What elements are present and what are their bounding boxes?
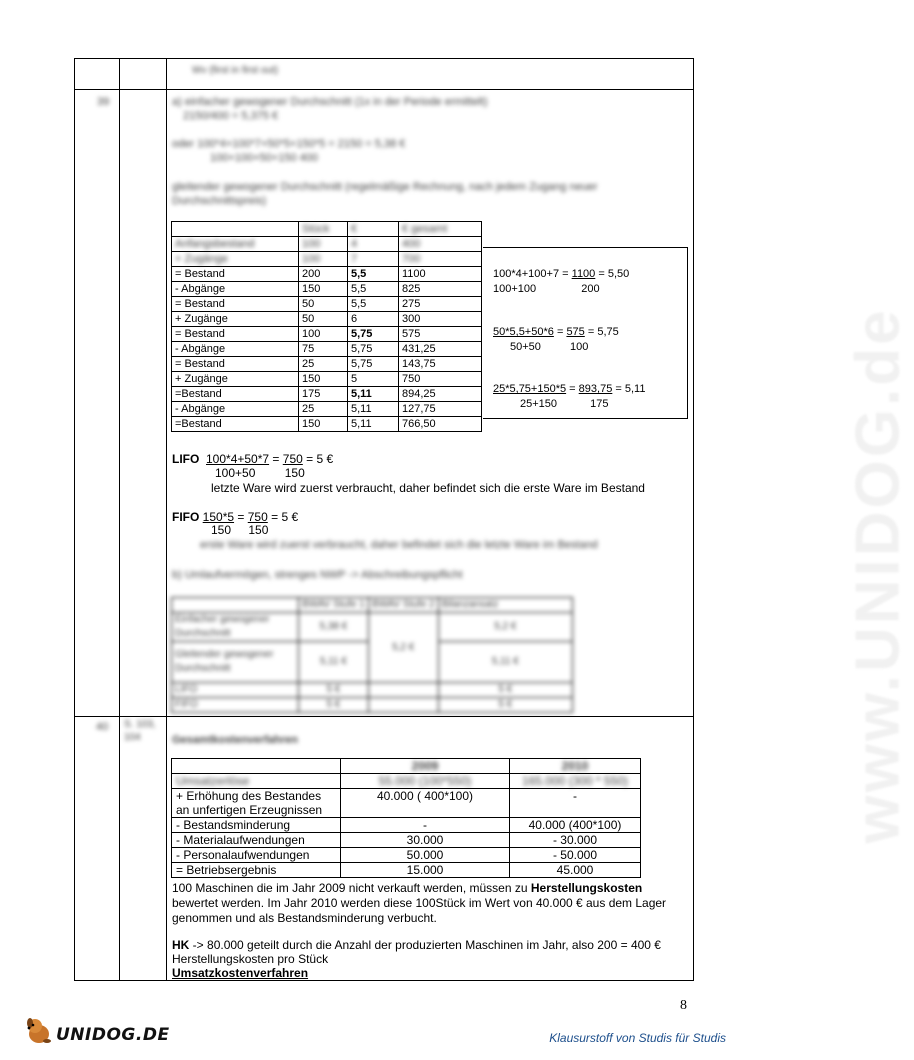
table-row: [172, 774, 641, 789]
calc-denominator-line-2: [510, 340, 588, 354]
table-cell: 5 €: [299, 683, 369, 698]
header-note: Wv (first in first out): [192, 65, 279, 76]
calc-total: 575: [566, 326, 585, 338]
fifo-denominator-value: 150: [248, 523, 269, 537]
table-row: [172, 848, 641, 863]
section-a-formula-denominator: 100+100+50+150 400: [210, 152, 318, 164]
table-cell: - Abgänge: [172, 342, 299, 357]
table-cell: 825: [399, 282, 482, 297]
calc-denominator-line-1: [493, 282, 600, 296]
lifo-result: = 5 €: [306, 452, 334, 466]
table-row: [172, 613, 573, 642]
table-cell: 431,25: [399, 342, 482, 357]
table-cell: Anfangsbestand: [172, 237, 299, 252]
paragraph-bold: Herstellungskosten: [530, 881, 643, 895]
table-row: [172, 402, 482, 417]
fifo-numerator: 150*5: [202, 510, 235, 524]
table-cell: = Bestand: [172, 327, 299, 342]
section-a-formula: oder 100*4+100*7+50*5+150*5 = 2150 = 5,38 €: [172, 138, 406, 150]
table-cell: 2010: [510, 759, 641, 774]
calc-line-3: [493, 382, 645, 396]
table-cell: 300: [399, 312, 482, 327]
table-cell: €: [348, 222, 399, 237]
table-row: [172, 237, 482, 252]
table-row: [172, 863, 641, 878]
watermark: www.UNIDOG.de: [843, 307, 913, 844]
section-a-average: 2150/400 = 5,375 €: [183, 110, 279, 122]
table-cell: 6: [348, 312, 399, 327]
table-cell: 5 €: [438, 683, 572, 698]
fifo-label: FIFO: [172, 510, 200, 524]
page-number: 8: [680, 998, 687, 1013]
calc-result: = 5,11: [615, 383, 646, 395]
lifo-denominator-value: 150: [284, 466, 305, 480]
calc-denominator-value: 100: [569, 341, 589, 353]
fifo-equals: =: [237, 510, 245, 524]
table-cell: 100: [299, 327, 348, 342]
table-cell: 25: [299, 357, 348, 372]
calc-numerator: 50*5,5+50*6: [493, 326, 554, 338]
lifo-explanation: letzte Ware wird zuerst verbraucht, daher befindet sich die erste Ware im Bestand: [211, 481, 645, 495]
table-cell: 45.000: [510, 863, 641, 878]
fifo-explanation: erste Ware wird zuerst verbraucht, daher befindet sich die letzte Ware im Bestand: [200, 539, 598, 551]
table-row: [172, 327, 482, 342]
gkv-heading: Gesamtkostenverfahren: [172, 734, 298, 746]
table-cell: 5 €: [299, 698, 369, 713]
table-row: [172, 372, 482, 387]
fifo-denominator: 150: [211, 523, 232, 537]
task-reference: S. 103, 104: [124, 719, 156, 743]
lifo-numerator: 100*4+50*7: [206, 452, 270, 466]
lifo-formula: [172, 452, 333, 467]
calc-result: = 5,50: [598, 268, 630, 280]
fifo-denominator-line: [211, 523, 269, 537]
calc-total: 893,75: [578, 383, 613, 395]
calc-equals: =: [562, 268, 569, 280]
table-cell: 5,11: [348, 387, 399, 402]
table-cell: [172, 598, 299, 613]
table-cell: 5 €: [438, 698, 572, 713]
unidog-logo: [22, 1013, 170, 1049]
row-divider: [74, 716, 694, 717]
table-cell: 750: [399, 372, 482, 387]
task-number: 40: [96, 721, 109, 733]
lifo-total: 750: [282, 452, 303, 466]
table-cell: 700: [399, 252, 482, 267]
table-cell: 30.000: [341, 833, 510, 848]
table-cell: 175: [299, 387, 348, 402]
table-cell: 75: [299, 342, 348, 357]
table-cell: 5,5: [348, 297, 399, 312]
calc-total: 1100: [571, 268, 596, 280]
table-cell: 40.000 ( 400*100): [341, 789, 510, 818]
lifo-denominator: 100+50: [215, 466, 256, 480]
table-cell: 150: [299, 372, 348, 387]
calc-denominator-line-3: [520, 397, 608, 411]
table-cell: - Bestandsminderung: [172, 818, 341, 833]
gleitend-heading: gleitender gewogener Durchschnitt (regelmäßige Rechnung, nach jedem Zugang neuer Durchschnittspreis): [172, 181, 598, 207]
footer-tagline: Klausurstoff von Studis für Studis: [549, 1031, 726, 1045]
table-row: [172, 698, 573, 713]
table-row: [172, 833, 641, 848]
table-cell: Einfacher gewogener Durchschnitt: [172, 613, 299, 642]
table-cell: - 30.000: [510, 833, 641, 848]
lifo-equals: =: [272, 452, 280, 466]
table-cell: + Erhöhung des Bestandes an unfertigen Erzeugnissen: [172, 789, 341, 818]
table-cell: 894,25: [399, 387, 482, 402]
paragraph-text: bewertet werden. Im Jahr 2010 werden diese 100Stück im Wert von 40.000 € aus dem Lager genommen und als Bestandsminderung verbucht.: [172, 896, 667, 925]
table-cell: [368, 698, 438, 713]
table-cell: 575: [399, 327, 482, 342]
table-cell: [172, 759, 341, 774]
table-cell: [368, 683, 438, 698]
table-header-row: [172, 598, 573, 613]
fifo-total: 750: [247, 510, 268, 524]
hk-label: HK: [172, 938, 190, 952]
gkv-table: [171, 758, 641, 878]
table-cell: 5,38 €: [299, 613, 369, 642]
table-cell: Bilanzansatz: [438, 598, 572, 613]
ukv-heading: Umsatzkostenverfahren: [172, 966, 309, 980]
table-cell: - Abgänge: [172, 282, 299, 297]
dog-icon: [22, 1013, 56, 1047]
row-divider: [74, 89, 694, 90]
calc-denominator: 25+150: [520, 398, 558, 410]
lifo-denominator-line: [215, 466, 305, 481]
table-row: [172, 282, 482, 297]
table-cell: 40.000 (400*100): [510, 818, 641, 833]
table-cell: 5: [348, 372, 399, 387]
table-cell: =Bestand: [172, 387, 299, 402]
calc-denominator: 50+50: [510, 341, 541, 353]
table-cell: 50.000: [341, 848, 510, 863]
table-cell: 5,75: [348, 327, 399, 342]
table-cell: 5,11 €: [438, 642, 572, 683]
table-cell: 275: [399, 297, 482, 312]
section-b-heading: b) Umlaufvermögen, strenges NWP -> Abschreibungspflicht: [172, 569, 463, 581]
table-cell: 25: [299, 402, 348, 417]
calc-result: = 5,75: [587, 326, 619, 338]
task-number: 39: [97, 96, 110, 108]
table-cell: 5,5: [348, 267, 399, 282]
table-cell: 2009: [341, 759, 510, 774]
table-cell: 5,75: [348, 342, 399, 357]
table-row: [172, 789, 641, 818]
table-cell: 5,75: [348, 357, 399, 372]
table-cell: + Zugänge: [172, 252, 299, 267]
hk-text: -> 80.000 geteilt durch die Anzahl der produzierten Maschinen im Jahr, also 200 = 400 €: [189, 938, 661, 952]
table-cell: 127,75: [399, 402, 482, 417]
table-cell: 165.000 (300 * 550): [510, 774, 641, 789]
table-cell: 5,2 €: [438, 613, 572, 642]
table-cell: BWAV Stufe 2: [368, 598, 438, 613]
table-cell: 1100: [399, 267, 482, 282]
table-cell: [172, 222, 299, 237]
table-header-row: [172, 759, 641, 774]
table-cell: 50: [299, 297, 348, 312]
table-cell: 4: [348, 237, 399, 252]
table-row: [172, 267, 482, 282]
calc-equals: =: [569, 383, 576, 395]
table-cell: 400: [399, 237, 482, 252]
table-cell: FIFO: [172, 698, 299, 713]
calc-denominator: 100+100: [493, 283, 537, 295]
lifo-label: LIFO: [172, 452, 200, 466]
table-cell: € gesamt: [399, 222, 482, 237]
table-cell: 5,5: [348, 282, 399, 297]
table-cell: =Bestand: [172, 417, 299, 432]
table-row: [172, 312, 482, 327]
table-cell: = Betriebsergebnis: [172, 863, 341, 878]
calc-denominator-value: 175: [590, 398, 609, 410]
table-row: [172, 252, 482, 267]
table-row: [172, 387, 482, 402]
table-cell: 7: [348, 252, 399, 267]
column-divider: [119, 58, 120, 981]
table-cell: 50: [299, 312, 348, 327]
table-cell: = Bestand: [172, 297, 299, 312]
table-cell: LIFO: [172, 683, 299, 698]
table-cell: 766,50: [399, 417, 482, 432]
table-cell: - Materialaufwendungen: [172, 833, 341, 848]
fifo-result: = 5 €: [271, 510, 299, 524]
table-row: [172, 683, 573, 698]
table-cell: + Zugänge: [172, 372, 299, 387]
paragraph-text: 100 Maschinen die im Jahr 2009 nicht verkauft werden, müssen zu: [172, 881, 531, 895]
calc-equals: =: [556, 326, 564, 338]
table-cell: Umsatzerlöse: [172, 774, 341, 789]
table-header-row: [172, 222, 482, 237]
table-cell: - Abgänge: [172, 402, 299, 417]
table-cell: 5,11: [348, 417, 399, 432]
table-cell: 200: [299, 267, 348, 282]
table-cell: 100: [299, 252, 348, 267]
table-cell: = Bestand: [172, 267, 299, 282]
valuation-table: [171, 597, 573, 713]
section-a-heading: a) einfacher gewogener Durchschnitt (1x in der Periode ermittelt): [172, 96, 488, 108]
table-cell: - Personalaufwendungen: [172, 848, 341, 863]
calc-numerator: 100*4+100+7: [493, 268, 560, 280]
column-divider: [166, 58, 167, 981]
table-row: [172, 297, 482, 312]
table-row: [172, 417, 482, 432]
table-cell: 5,2 €: [368, 613, 438, 683]
calc-line-1: [493, 267, 629, 281]
table-cell: 143,75: [399, 357, 482, 372]
table-cell: 150: [299, 282, 348, 297]
calc-numerator: 25*5,75+150*5: [493, 383, 567, 395]
table-cell: 5,11 €: [299, 642, 369, 683]
explanation-paragraph: [172, 881, 687, 926]
table-cell: Gleitender gewogener Durchschnitt: [172, 642, 299, 683]
table-cell: 150: [299, 417, 348, 432]
table-cell: = Bestand: [172, 357, 299, 372]
table-cell: 5,11: [348, 402, 399, 417]
table-cell: - 50.000: [510, 848, 641, 863]
calc-line-2: [493, 325, 619, 339]
table-row: [172, 357, 482, 372]
table-cell: BWAV Stufe 1: [299, 598, 369, 613]
table-cell: Stück: [299, 222, 348, 237]
calc-denominator-value: 200: [581, 283, 600, 295]
table-row: [172, 342, 482, 357]
table-row: [172, 818, 641, 833]
hk-subline: Herstellungskosten pro Stück: [172, 952, 329, 966]
table-cell: -: [341, 818, 510, 833]
table-cell: 100: [299, 237, 348, 252]
table-cell: 15.000: [341, 863, 510, 878]
table-cell: + Zugänge: [172, 312, 299, 327]
inventory-table: [171, 221, 482, 432]
logo-text: UNIDOG.DE: [56, 1025, 170, 1045]
table-cell: -: [510, 789, 641, 818]
hk-line: [172, 938, 687, 953]
table-cell: 55.000 (100*550): [341, 774, 510, 789]
